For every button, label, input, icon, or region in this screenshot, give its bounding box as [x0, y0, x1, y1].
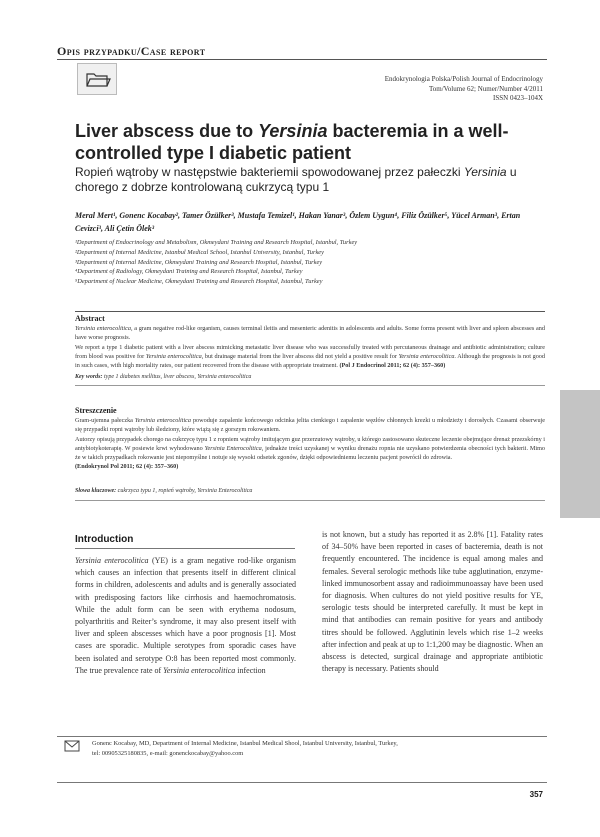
affiliation: ²Department of Internal Medicine, Istanbul Medical School, Istanbul University, Istanbul, Turkey: [75, 248, 324, 256]
streszczenie-heading: Streszczenie: [75, 406, 117, 415]
article-subtitle: Ropień wątroby w następstwie bakteriemii spowodowanej przez pałeczki Yersinia u chorego z dobrze kontrolowaną cukrzycą typu 1: [75, 165, 517, 194]
abstract-text: Yersinia enterocolitica, a gram negative rod-like organism, causes terminal ileitis and mesenteric adenitis in adolescents and adults. Some forms present with liver and spleen abscesses and have worse prognosis. We report a type 1 diabetic patient with a liver abscess mimicking metastatic liver disease who was successfully treated with percutaneous drainage and antibiotic administration; culture from blood was positive for Yersinia enterocolitica, but drainage material from the liver abscess did not yield a positive result for Yersinia enterocolitica. Although the prognosis is not good in such cases, with high mortality rates, our patient recovered from the disease with appropriate treatment. (Pol J Endocrinol 2011; 62 (4): 357–360): [75, 325, 545, 370]
streszczenie-divider: [75, 500, 545, 501]
page-number: 357: [529, 790, 543, 799]
abstract-divider: [75, 385, 545, 386]
section-label: Opis przypadku/Case report: [57, 44, 206, 58]
journal-line: Endokrynologia Polska/Polish Journal of Endocrinology: [384, 75, 543, 83]
abstract-heading: Abstract: [75, 314, 105, 323]
body-paragraph: is not known, but a study has reported it as 2.8% [1]. Fatality rates of 34–50% have been reported in cases of bacteremia, death is not frequently encountered. The incidence is equal among males and females. Several serologic methods like tube agglutination, enzyme-linked immunosorbent assay and radioimmunoassay have been used for diagnosis. When cultures do not yield positive results for YE, serologic tests should be interpreted carefully. It must be kept in mind that antibodies can remain positive for years and antibody titres should be followed. Agglutinin levels which rise 1–2 weeks after infection and peak at up to 1:1,200 may be diagnostic. When an abscess is detected, surgical drainage and appropriate antibiotic therapy is necessary. Patients should: [322, 530, 543, 674]
affiliation: ⁴Department of Radiology, Okmeydani Training and Research Hospital, Istanbul, Turkey: [75, 268, 303, 276]
abstract-keywords: Key words: type 1 diabetes mellitus, liver abscess, Yersinia enterocolitica: [75, 374, 252, 380]
abstract-rule: [75, 311, 545, 312]
envelope-icon: [64, 740, 80, 756]
right-column: [322, 529, 543, 675]
streszczenie-keywords: Słowa kluczowe: cukrzyca typu 1, ropień wątroby, Yersinia Enterocolitica: [75, 488, 253, 494]
journal-line: Tom/Volume 62; Numer/Number 4/2011: [428, 84, 543, 93]
intro-heading: Introduction: [75, 534, 134, 545]
affiliation: ⁵Department of Nuclear Medicine, Okmeydani Training and Research Hospital, Istanbul, Turkey: [75, 278, 323, 286]
left-column: Yersinia enterocolitica (YE) is a gram negative rod-like organism which causes an infection that presents itself in different clinical forms in children, adolescents and adults and is generally associated with predisposing factors like cirrhosis and haemochromatosis. While the adult form can be seen with erythema nodosum, polyarthritis and Reiter’s syndrome, it may also present itself with liver and spleen abscesses which have a poor prognosis [1]. Most cases are sporadic. Multiple serotypes from sporadic cases have been isolated and serotype O:8 has been reported most commonly. The true prevalence rate of Yersinia enterocolitica infection: [75, 556, 296, 675]
footer-rule: [57, 782, 547, 783]
correspondence-top-rule: [57, 736, 547, 737]
correspondence-line: tel: 00905325180835, e-mail: gonenckocabay@yahoo.com: [92, 750, 244, 757]
journal-line: ISSN 0423–104X: [493, 94, 543, 102]
affiliation: ¹Department of Endocrinology and Metabolism, Okmeydani Training and Research Hospital, Istanbul, Turkey: [75, 239, 358, 246]
author-list: Meral Mert¹, Gonenc Kocabay², Tamer Özülker³, Mustafa Temizel¹, Hakan Yanar³, Özlem Uygun⁴, Filiz Özülker⁵, Yücel Arman³, Ertan Cevizci³, Ali Çetin Ölek³: [75, 211, 521, 233]
correspondence: [92, 739, 532, 759]
affiliation: ³Department of Internal Medicine, Okmeydani Training and Research Hospital, Istanbul, Turkey: [75, 258, 323, 266]
intro-rule: [75, 548, 295, 549]
streszczenie-text: Gram-ujemna pałeczka Yersinia enterocolitica powoduje zapalenie końcowego odcinka jelita cienkiego i zapalenie węzłów chłonnych krezki u młodzieży i dorosłych. Czasami obserwuje się przypadki ropni wątroby lub śledziony, które wiążą się z gorszym rokowaniem. Autorzy opisują przypadek chorego na cukrzycę typu 1 z ropniem wątroby imitującym guz przerzutowy wątroby, u którego zastosowano skuteczne leczenie obejmujące drenaż przezskórny i antybiotykoterapię. W posiewie krwi wyhodowano Yersinia Enterocolitica, jednakże treści uzyskanej w wyniku drenażu ropnia nie uzyskano potwierdzenia obecności tych bakterii. Mimo że w takich przypadkach rokowanie jest niepomyślne i notuje się wysoki odsetek zgonów, dzięki odpowiedniemu leczeniu pacjent powrócił do zdrowia. (Endokrynol Pol 2011; 62 (4): 357–360): [75, 417, 546, 471]
header-rule: [57, 59, 547, 60]
folder-icon: [78, 64, 116, 94]
correspondence-line: Gonenc Kocabay, MD, Department of Internal Medicine, Istanbul Medical Shool, Istanbul University, Istanbul, Turkey,: [92, 740, 398, 747]
affiliation-list: [75, 238, 545, 287]
article-title: Liver abscess due to Yersinia bacteremia in a well-controlled type I diabetic patient: [75, 121, 509, 163]
journal-info: [385, 75, 543, 104]
folder-icon-box: [77, 63, 117, 95]
side-tab: [560, 390, 600, 518]
